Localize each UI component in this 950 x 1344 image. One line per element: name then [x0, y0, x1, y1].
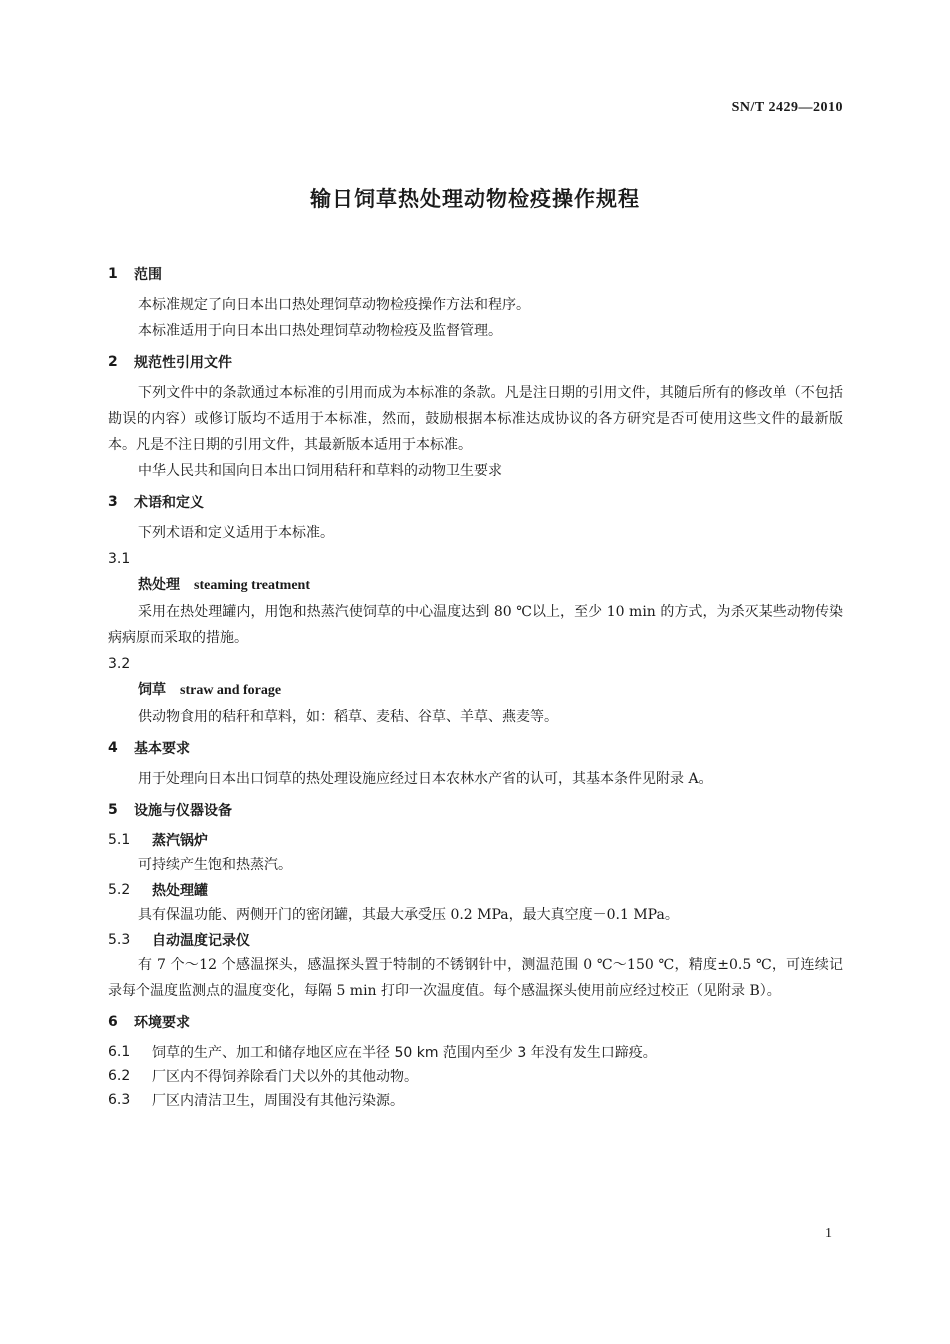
section-1-paragraph-2: 本标准适用于向日本出口热处理饲草动物检疫及监督管理。: [138, 323, 502, 339]
section-2-reference: 中华人民共和国向日本出口饲用秸秆和草料的动物卫生要求: [138, 463, 502, 479]
item-5-1-text: 可持续产生饱和热蒸汽。: [138, 857, 292, 873]
term-3-2-definition: 供动物食用的秸秆和草料，如：稻草、麦秸、谷草、羊草、燕麦等。: [138, 709, 558, 725]
item-6-2: 6.2 厂区内不得饲养除看门犬以外的其他动物。: [108, 1068, 418, 1085]
section-6-heading: 6 环境要求: [108, 1014, 190, 1031]
term-3-2-title: 饲草 straw and forage: [138, 682, 282, 698]
term-3-1-number: 3.1: [108, 551, 131, 567]
item-5-2-heading: 5.2 热处理罐: [108, 882, 208, 899]
item-5-3-text: 有 7 个～12 个感温探头，感温探头置于特制的不锈钢针中，测温范围 0 ℃～150 ℃，精度±0.5 ℃，可连续记录每个温度监测点的温度变化，每隔 5 min 打印一次温度值。每个感温探头使用前应经过校正（见附录 B）。: [108, 957, 843, 999]
section-5-heading: 5 设施与仪器设备: [108, 802, 232, 819]
document-body: [108, 262, 843, 1112]
section-1-heading: 1 范围: [108, 266, 162, 283]
item-5-2-text: 具有保温功能、两侧开门的密闭罐，其最大承受压 0.2 MPa，最大真空度－0.1 MPa。: [138, 907, 679, 923]
section-4-paragraph-1: 用于处理向日本出口饲草的热处理设施应经过日本农林水产省的认可，其基本条件见附录 A。: [138, 771, 713, 787]
section-2-heading: 2 规范性引用文件: [108, 354, 232, 371]
section-1-paragraph-1: 本标准规定了向日本出口热处理饲草动物检疫操作方法和程序。: [138, 297, 530, 313]
section-4-heading: 4 基本要求: [108, 740, 190, 757]
section-3-paragraph-1: 下列术语和定义适用于本标准。: [138, 525, 334, 541]
item-6-1: 6.1 饲草的生产、加工和储存地区应在半径 50 km 范围内至少 3 年没有发生口蹄疫。: [108, 1044, 657, 1061]
term-3-1-definition: 采用在热处理罐内，用饱和热蒸汽使饲草的中心温度达到 80 ℃以上，至少 10 min 的方式，为杀灭某些动物传染病病原而采取的措施。: [108, 604, 843, 646]
item-5-1-heading: 5.1 蒸汽锅炉: [108, 832, 208, 849]
document-title: 输日饲草热处理动物检疫操作规程: [310, 187, 640, 211]
page-number: 1: [825, 1226, 832, 1241]
item-6-3: 6.3 厂区内清洁卫生，周围没有其他污染源。: [108, 1092, 404, 1109]
item-5-3-heading: 5.3 自动温度记录仪: [108, 932, 250, 949]
section-3-heading: 3 术语和定义: [108, 494, 204, 511]
standard-code: SN/T 2429—2010: [731, 100, 843, 115]
section-2-paragraph-1: 下列文件中的条款通过本标准的引用而成为本标准的条款。凡是注日期的引用文件，其随后所有的修改单（不包括勘误的内容）或修订版均不适用于本标准，然而，鼓励根据本标准达成协议的各方研究是否可使用这些文件的最新版本。凡是不注日期的引用文件，其最新版本适用于本标准。: [108, 385, 843, 453]
term-3-1-title: 热处理 steaming treatment: [138, 577, 310, 593]
term-3-2-number: 3.2: [108, 656, 131, 672]
